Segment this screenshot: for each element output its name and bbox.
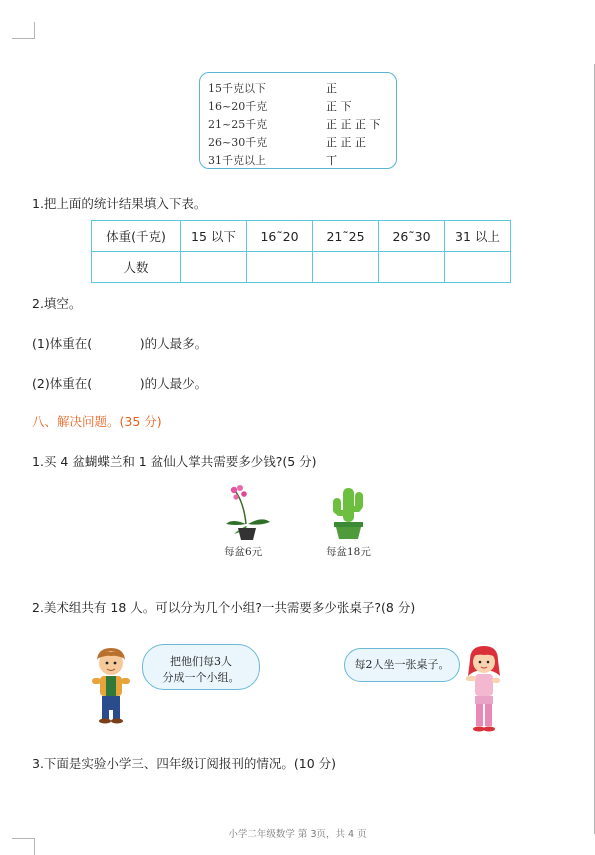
orchid-icon bbox=[224, 484, 272, 542]
fill-blank-1: (1)体重在( )的人最多。 bbox=[32, 336, 208, 351]
cactus-icon bbox=[330, 478, 366, 540]
table-row bbox=[92, 252, 511, 283]
boy-figure-icon bbox=[88, 646, 134, 724]
table-header-cell: 15 以下 bbox=[181, 221, 247, 252]
fill-blank-2: (2)体重在( )的人最少。 bbox=[32, 376, 208, 391]
tally-marks: 正 下 bbox=[326, 100, 352, 113]
answer-cell[interactable] bbox=[247, 252, 313, 283]
question-1-text: 1.把上面的统计结果填入下表。 bbox=[32, 196, 207, 211]
boy-speech-line-1: 把他们每3人 bbox=[170, 655, 232, 668]
girl-speech-line: 每2人坐一张桌子。 bbox=[354, 658, 450, 671]
tally-marks: 正 正 正 下 bbox=[326, 118, 381, 131]
boy-speech-line-2: 分成一个小组。 bbox=[162, 671, 240, 684]
crop-mark-top-left bbox=[12, 22, 35, 39]
tally-marks: 丅 bbox=[326, 154, 337, 167]
table-header-cell: 26˜30 bbox=[379, 221, 445, 252]
tally-range: 21~25千克 bbox=[208, 118, 268, 131]
table-header-cell: 21˜25 bbox=[313, 221, 379, 252]
tally-marks: 正 正 正 bbox=[326, 136, 366, 149]
answer-cell[interactable] bbox=[181, 252, 247, 283]
answer-cell[interactable] bbox=[445, 252, 511, 283]
tally-range: 15千克以下 bbox=[208, 82, 266, 95]
stats-table bbox=[91, 220, 511, 283]
problem-1-text: 1.买 4 盆蝴蝶兰和 1 盆仙人掌共需要多少钱?(5 分) bbox=[32, 454, 317, 469]
question-2-text: 2.填空。 bbox=[32, 296, 82, 311]
table-header-cell: 16˜20 bbox=[247, 221, 313, 252]
answer-cell[interactable] bbox=[379, 252, 445, 283]
table-header-row bbox=[92, 221, 511, 252]
tally-range: 26~30千克 bbox=[208, 136, 268, 149]
tally-range: 16~20千克 bbox=[208, 100, 268, 113]
tally-marks: 正 bbox=[326, 82, 337, 95]
cactus-price: 每盆18元 bbox=[326, 546, 371, 558]
table-header-cell: 31 以上 bbox=[445, 221, 511, 252]
girl-figure-icon bbox=[460, 644, 508, 734]
orchid-price: 每盆6元 bbox=[224, 546, 263, 558]
tally-box bbox=[199, 72, 397, 169]
page-footer: 小学二年级数学 第 3页，共 4 页 bbox=[228, 829, 367, 840]
tally-range: 31千克以上 bbox=[208, 154, 266, 167]
girl-speech-bubble bbox=[344, 648, 460, 682]
boy-speech-bubble bbox=[142, 644, 260, 690]
section-8-title: 八、解决问题。(35 分) bbox=[32, 414, 162, 429]
problem-2-text: 2.美术组共有 18 人。可以分为几个小组?一共需要多少张桌子?(8 分) bbox=[32, 600, 416, 615]
table-header-cell: 体重(千克) bbox=[92, 221, 181, 252]
problem-3-text: 3.下面是实验小学三、四年级订阅报刊的情况。(10 分) bbox=[32, 756, 337, 771]
table-row-label: 人数 bbox=[92, 252, 181, 283]
crop-mark-bottom-left bbox=[12, 838, 35, 855]
answer-cell[interactable] bbox=[313, 252, 379, 283]
